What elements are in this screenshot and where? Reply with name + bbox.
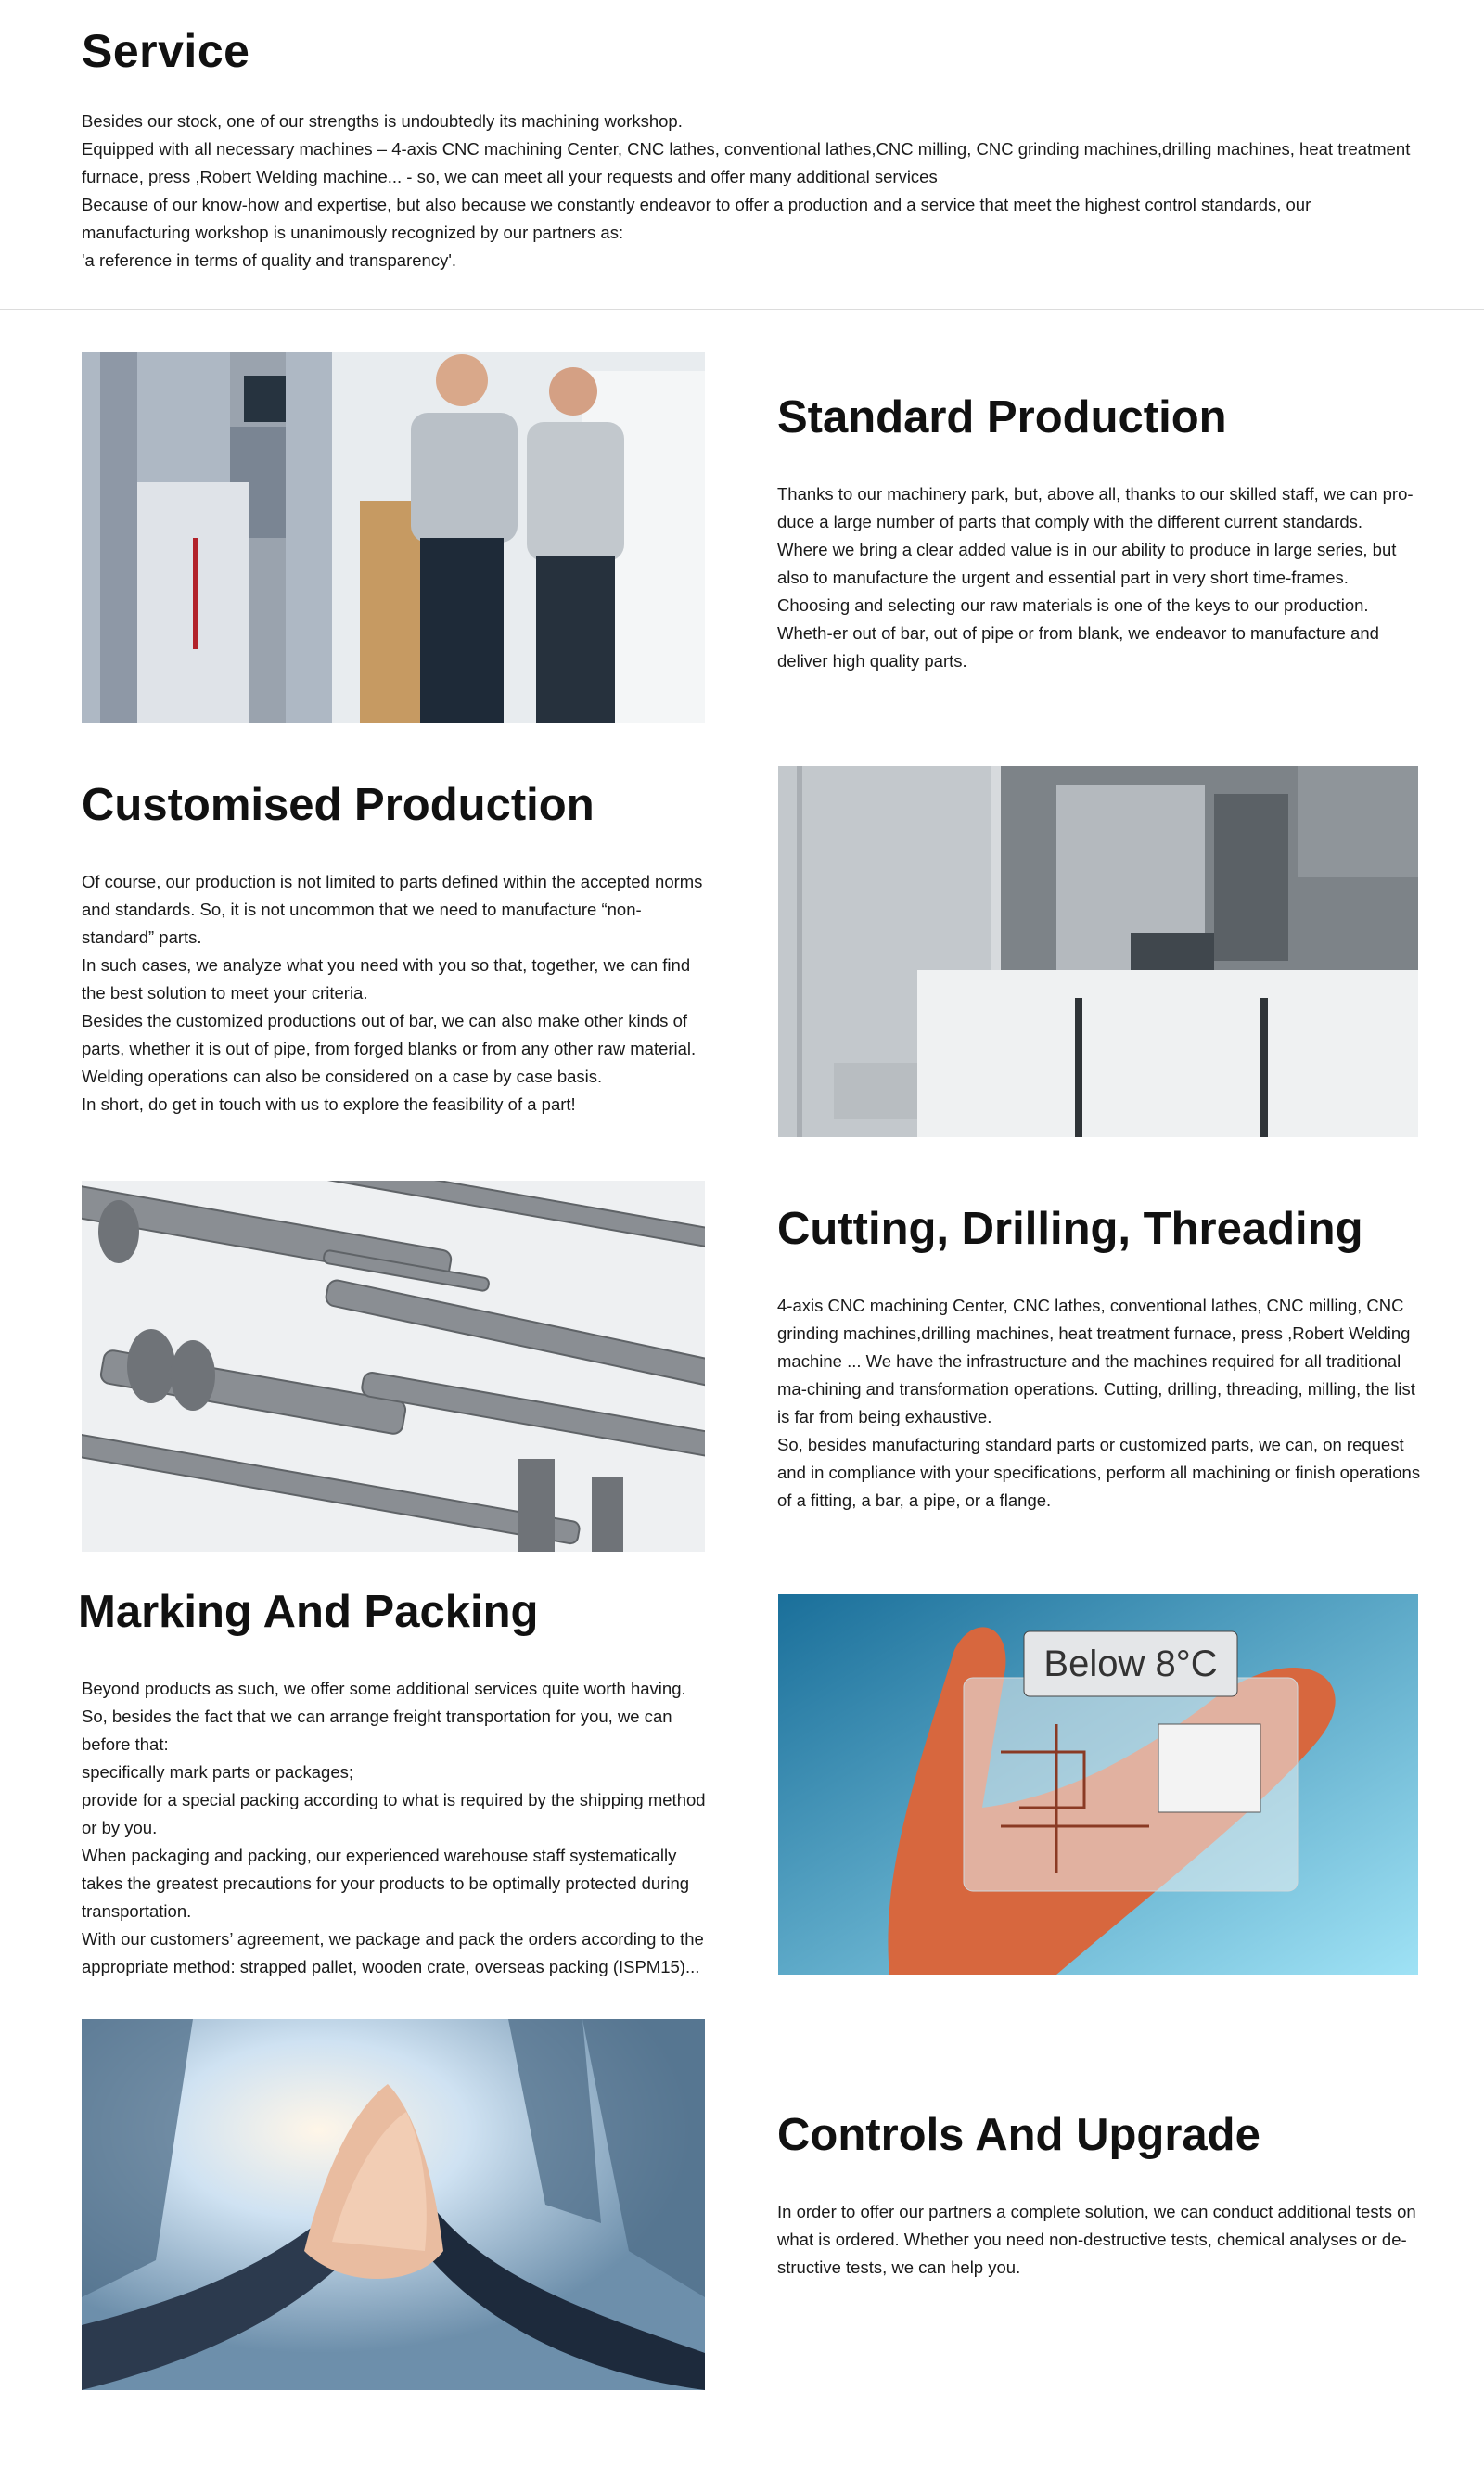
section-title: Cutting, Drilling, Threading: [777, 1204, 1363, 1254]
section-title: Customised Production: [82, 780, 595, 830]
section-paragraph: Thanks to our machinery park, but, above all, thanks to our skilled staff, we can pro-duce a large number of parts that comply with the different current standards.: [777, 484, 1414, 531]
section-paragraph: specifically mark parts or packages;: [82, 1762, 354, 1782]
section-title: Controls And Upgrade: [777, 2110, 1260, 2160]
hand-holding-temperature-label-photo: [778, 1594, 1418, 1975]
section-text: [777, 1292, 1426, 1515]
section-paragraph: 4-axis CNC machining Center, CNC lathes, conventional lathes, CNC milling, CNC grinding machines,drilling machines, heat treatment furnace, press ,Robert Welding machine ... We have the infrastructure and the machines required for all traditional ma-chining and transformation operations. Cutting, drilling, threading, milling, the list is far from being exhaustive.: [777, 1296, 1415, 1426]
section-paragraph: With our customers’ agreement, we package and pack the orders according to the appropriate method: strapped pallet, wooden crate, overseas packing (ISPM15)...: [82, 1929, 704, 1976]
section-paragraph: When packaging and packing, our experienced warehouse staff systematically takes the greatest precautions for your products to be optimally protected during transportation.: [82, 1846, 690, 1921]
section-paragraph: Choosing and selecting our raw materials is one of the keys to our production. Wheth-er out of bar, out of pipe or from blank, we endeavor to manufacture and deliver high quality parts.: [777, 595, 1379, 671]
section-paragraph: So, besides the fact that we can arrange freight transportation for you, we can before that:: [82, 1707, 672, 1754]
service-text: [82, 108, 1417, 275]
section-paragraph: Besides the customized productions out of bar, we can also make other kinds of parts, whether it is out of pipe, from forged blanks or from any other raw material.: [82, 1011, 697, 1058]
image-label-text: Below 8°C: [1043, 1643, 1218, 1684]
section-paragraph: Of course, our production is not limited to parts defined within the accepted norms and standards. So, it is not uncommon that we need to manufacture “non-standard” parts.: [82, 872, 703, 947]
service-paragraph: 'a reference in terms of quality and transparency'.: [82, 250, 456, 270]
service-paragraph: Equipped with all necessary machines – 4-axis CNC machining Center, CNC lathes, conventional lathes,CNC milling, CNC grinding machines,drilling machines, heat treatment furnace, press ,Robert Welding machine... - so, we can meet all your requests and offer many additional services: [82, 139, 1411, 186]
service-paragraph: Because of our know-how and expertise, but also because we constantly endeavor to offer a production and a service that meet the highest control standards, our manufacturing workshop is unanimously recognized by our partners as:: [82, 195, 1311, 242]
section-text: [777, 2198, 1426, 2282]
section-paragraph: Beyond products as such, we offer some additional services quite worth having.: [82, 1679, 686, 1698]
service-paragraph: Besides our stock, one of our strengths is undoubtedly its machining workshop.: [82, 111, 683, 131]
section-paragraph: Where we bring a clear added value is in our ability to produce in large series, but also to manufacture the urgent and essential part in very short time-frames.: [777, 540, 1397, 587]
section-text: [777, 480, 1426, 675]
section-standard-production: [777, 390, 1426, 675]
cnc-machine-closeup-photo: [778, 766, 1418, 1137]
hands-teamwork-city-photo: [82, 2019, 705, 2390]
section-text: [78, 1675, 712, 1981]
service-title: Service: [82, 25, 250, 77]
section-text: [82, 868, 712, 1119]
service-section: [82, 20, 1417, 275]
two-workers-at-cnc-machine-photo: [82, 352, 705, 723]
section-paragraph: provide for a special packing according to what is required by the shipping method or by you.: [82, 1790, 706, 1837]
section-paragraph: In order to offer our partners a complete solution, we can conduct additional tests on what is ordered. Whether you need non-destructive tests, chemical analyses or de-structive tests, we can help you.: [777, 2202, 1416, 2277]
section-paragraph: Welding operations can also be considered on a case by case basis.: [82, 1067, 603, 1086]
machined-shafts-photo: [82, 1181, 705, 1552]
section-paragraph: In short, do get in touch with us to explore the feasibility of a part!: [82, 1094, 576, 1114]
section-customised-production: [82, 777, 712, 1119]
section-paragraph: In such cases, we analyze what you need with you so that, together, we can find the best solution to meet your criteria.: [82, 955, 691, 1003]
section-marking-and-packing: [78, 1584, 712, 1981]
section-controls-and-upgrade: [777, 2107, 1426, 2282]
section-title: Marking And Packing: [78, 1587, 539, 1637]
section-cutting-drilling-threading: [777, 1201, 1426, 1515]
section-title: Standard Production: [777, 392, 1227, 442]
section-divider: [0, 309, 1484, 310]
section-paragraph: So, besides manufacturing standard parts or customized parts, we can, on request and in compliance with your specifications, perform all machining or finish operations of a fitting, a bar, a pipe, or a flange.: [777, 1435, 1421, 1510]
